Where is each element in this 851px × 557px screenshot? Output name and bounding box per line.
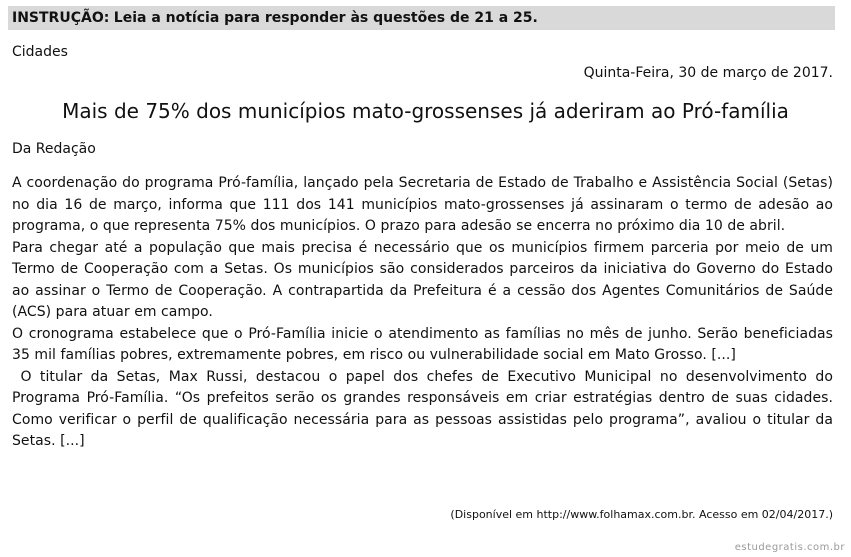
article-byline: Da Redação [12,141,96,157]
article-paragraph-3: O cronograma estabelece que o Pró-Família inicie o atendimento as famílias no mês de junho. Serão beneficiadas 35 mil famílias pobres, extremamente pobres, em risco ou vulnerabilidade social em Mato Grosso. [...] [12,325,833,363]
article-body [12,173,838,453]
article-headline: Mais de 75% dos municípios mato-grossenses já aderiram ao Pró-família [62,99,789,123]
article-date: Quinta-Feira, 30 de março de 2017. [583,65,833,81]
instruction-banner [8,6,835,30]
section-label: Cidades [12,44,68,60]
instruction-label: INSTRUÇÃO: [12,10,110,26]
instruction-text: Leia a notícia para responder às questões de 21 a 25. [113,10,538,26]
source-citation: (Disponível em http://www.folhamax.com.br. Acesso em 02/04/2017.) [450,508,833,521]
article-paragraph-4: O titular da Setas, Max Russi, destacou o papel dos chefes de Executivo Municipal no desenvolvimento do Programa Pró-Família. “Os prefeitos serão os grandes responsáveis em criar estratégias dentro de suas cidades. Como verificar o perfil de qualificação necessária para as pessoas assistidas pelo programa”, avaliou o titular da Setas. [...] [12,368,838,449]
article-paragraph-2: Para chegar até a população que mais precisa é necessário que os municípios firmem parceria por meio de um Termo de Cooperação com a Setas. Os municípios são considerados parceiros da iniciativa do Governo do Estado ao assinar o Termo de Cooperação. A contrapartida da Prefeitura é a cessão dos Agentes Comunitários de Saúde (ACS) para atuar em campo. [12,239,833,320]
article-paragraph-1: A coordenação do programa Pró-família, lançado pela Secretaria de Estado de Trabalho e Assistência Social (Setas) no dia 16 de março, informa que 111 dos 141 municípios mato-grossenses já assinaram o termo de adesão ao programa, o que representa 75% dos municípios. O prazo para adesão se encerra no próximo dia 10 de abril. [12,175,833,234]
watermark: estudegratis.com.br [734,542,845,553]
